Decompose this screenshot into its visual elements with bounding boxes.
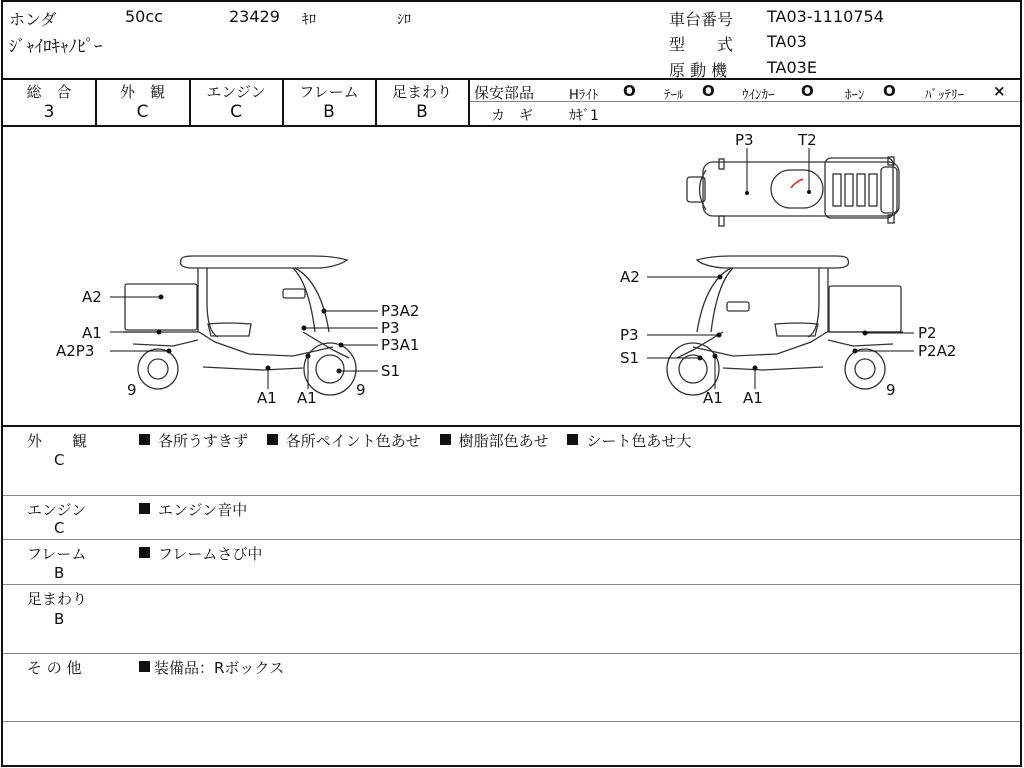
- top-label: T2: [798, 131, 817, 149]
- right-label: P3: [620, 326, 639, 344]
- left-label: A1: [82, 324, 102, 342]
- left-label: P3A2: [381, 302, 420, 320]
- bullet-icon: [139, 434, 150, 445]
- tail-label: ﾃｰﾙ: [664, 88, 684, 103]
- winker-label: ｳｲﾝｶｰ: [742, 88, 775, 103]
- inspection-sheet: [1, 0, 1022, 767]
- comment-engine-title: エンジン: [27, 501, 87, 519]
- left-label: P3A1: [381, 336, 420, 354]
- grade-overall-value: 3: [43, 102, 55, 122]
- winker-status: O: [801, 82, 814, 100]
- engine-type-label: 原 動 機: [669, 61, 728, 80]
- left-label: A1: [257, 389, 277, 407]
- maker: ホンダ: [9, 10, 57, 29]
- frame-number: TA03-1110754: [767, 7, 884, 26]
- vehicle-damage-diagram: [3, 2, 1020, 425]
- comment-exterior-title: 外 観: [27, 432, 88, 450]
- right-label: 9: [886, 381, 896, 399]
- headlight-label: Hﾗｲﾄ: [569, 88, 599, 103]
- comment-item: シート色あせ大: [586, 432, 692, 450]
- comment-other-title: そ の 他: [27, 659, 82, 677]
- comment-item: エンジン音中: [158, 501, 248, 519]
- comment-other-items: [139, 657, 284, 678]
- tail-status: O: [702, 82, 715, 100]
- left-label: 9: [356, 381, 366, 399]
- headlight-status: O: [623, 82, 636, 100]
- bullet-icon: [267, 434, 278, 445]
- divider: [3, 721, 1020, 722]
- engine-type-value: TA03E: [767, 58, 817, 77]
- grade-frame-value: B: [323, 102, 335, 122]
- comment-exterior-grade: C: [54, 451, 65, 469]
- right-label: A1: [743, 389, 763, 407]
- bullet-icon: [567, 434, 578, 445]
- comment-item: 樹脂部色あせ: [458, 432, 549, 450]
- top-view-drawing: [687, 157, 899, 226]
- comment-item: 各所ペイント色あせ: [285, 432, 421, 450]
- comment-suspension-grade: B: [54, 610, 65, 628]
- right-label: A2: [620, 268, 640, 286]
- comment-frame-items: [139, 543, 262, 564]
- battery-status: ×: [993, 82, 1006, 100]
- bullet-icon: [139, 503, 150, 514]
- bullet-icon: [139, 547, 150, 558]
- displacement: 50cc: [125, 7, 163, 26]
- grade-exterior-value: C: [136, 102, 149, 122]
- damage-mark: [791, 179, 803, 188]
- frame-number-label: 車台番号: [669, 10, 734, 29]
- grade-frame-label: フレーム: [299, 83, 359, 101]
- right-label: S1: [620, 349, 640, 367]
- grade-engine-label: エンジン: [206, 83, 266, 101]
- mileage-unit: ｷﾛ: [302, 12, 316, 28]
- grade-suspension-value: B: [416, 102, 428, 122]
- top-label: P3: [735, 131, 754, 149]
- comment-suspension-title: 足まわり: [27, 590, 88, 608]
- left-side-drawing: [123, 256, 356, 395]
- right-label: P2A2: [918, 342, 957, 360]
- bullet-icon: [440, 434, 451, 445]
- comment-item: フレームさび中: [158, 545, 263, 563]
- comment-item: 装備品：Rボックス: [154, 659, 285, 677]
- damage-point: [745, 191, 749, 195]
- left-label: A2P3: [56, 342, 95, 360]
- grade-overall-label: 総 合: [26, 83, 72, 101]
- color: ｼﾛ: [397, 12, 411, 28]
- comment-item: 各所うすきず: [158, 432, 249, 450]
- battery-label: ﾊﾞｯﾃﾘｰ: [925, 88, 964, 103]
- damage-point: [807, 190, 811, 194]
- comment-frame-title: フレーム: [27, 545, 87, 563]
- safety-parts-label: 保安部品: [474, 84, 535, 102]
- type-value: TA03: [767, 32, 807, 51]
- type-label: 型 式: [669, 35, 734, 54]
- grade-exterior-label: 外 観: [119, 83, 165, 101]
- horn-label: ﾎｰﾝ: [845, 88, 865, 103]
- divider: [3, 539, 1020, 540]
- right-label: A1: [703, 389, 723, 407]
- left-label: S1: [381, 362, 401, 380]
- comment-engine-items: [139, 499, 247, 520]
- grade-suspension-label: 足まわり: [391, 83, 452, 101]
- comment-frame-grade: B: [54, 564, 65, 582]
- key-value: ｶｷﾞ1: [569, 108, 599, 124]
- left-label: A1: [297, 389, 317, 407]
- divider: [3, 653, 1020, 654]
- horn-status: O: [883, 82, 896, 100]
- right-label: P2: [918, 324, 937, 342]
- divider: [3, 425, 1020, 427]
- key-label: カ ギ: [491, 108, 533, 124]
- divider: [3, 584, 1020, 585]
- left-label: P3: [381, 319, 400, 337]
- left-label: 9: [127, 381, 137, 399]
- divider: [3, 495, 1020, 496]
- grade-engine-value: C: [230, 102, 242, 122]
- left-label: A2: [82, 288, 102, 306]
- comment-engine-grade: C: [54, 519, 65, 537]
- comment-exterior-items: [139, 430, 705, 451]
- model-name: ｼﾞｬｲﾛｷｬﾉﾋﾟｰ: [9, 37, 103, 57]
- mileage: 23429: [229, 7, 280, 26]
- bullet-icon: [139, 661, 150, 672]
